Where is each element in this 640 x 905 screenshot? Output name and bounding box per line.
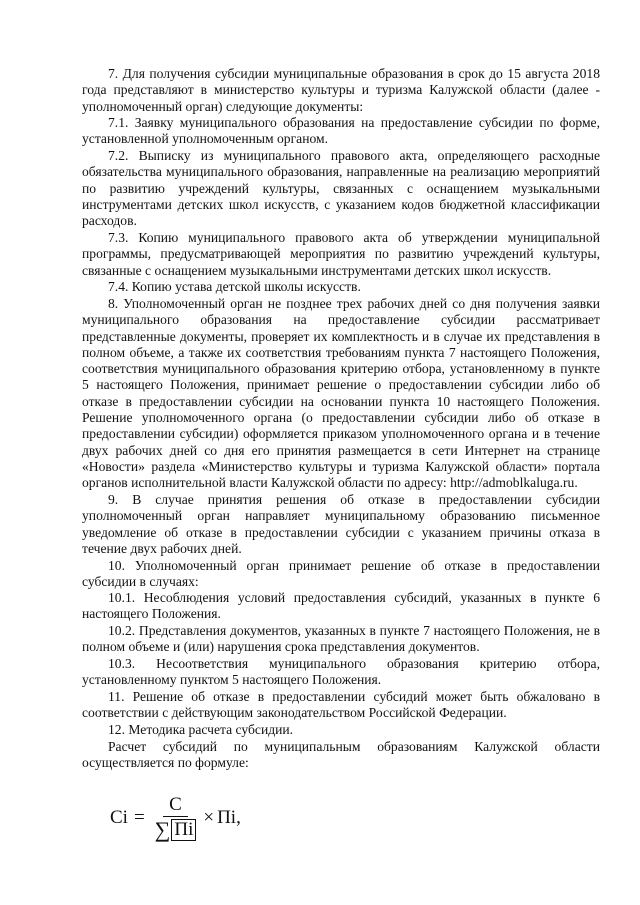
paragraph-7-2: 7.2. Выписку из муниципального правового акта, определяющего расходные обязательства муниципального образования, направленные на реализацию мероприятий по развитию учреждений культуры, связанных с оснащением музыкальными инструментами детских школ искусств, с указанием кодов бюджетной классификации расходов. (82, 148, 600, 229)
formula-lhs: Ci (110, 807, 128, 828)
paragraph-10: 10. Уполномоченный орган принимает решение об отказе в предоставлении субсидии в случаях: (82, 558, 600, 590)
formula-fraction (155, 795, 197, 841)
paragraph-7-1: 7.1. Заявку муниципального образования на предоставление субсидии по форме, установленной уполномоченным органом. (82, 115, 600, 147)
paragraph-12: 12. Методика расчета субсидии. (108, 722, 294, 737)
formula-equals: = (133, 807, 145, 828)
paragraph-formula-intro: Расчет субсидий по муниципальным образованиям Калужской области осуществляется по формуле: (82, 739, 600, 771)
paragraph-9: 9. В случае принятия решения об отказе в предоставлении субсидии уполномоченный орган направляет муниципальному образованию письменное уведомление об отказе в предоставлении субсидии с указанием причины отказа в течение двух рабочих дней. (82, 492, 600, 556)
paragraph-11: 11. Решение об отказе в предоставлении субсидий может быть обжаловано в соответствии с действующим законодательством Российской Федерации. (82, 689, 600, 721)
paragraph-10-1: 10.1. Несоблюдения условий предоставления субсидий, указанных в пункте 6 настоящего Положения. (82, 590, 600, 622)
formula-numerator: C (163, 795, 188, 817)
formula-denominator (155, 817, 197, 841)
paragraph-10-3: 10.3. Несоответствия муниципального образования критерию отбора, установленному пунктом 5 настоящего Положения. (82, 656, 600, 688)
formula-rhs: Пi, (217, 807, 241, 828)
formula-times: × (203, 807, 215, 828)
paragraph-10-2: 10.2. Представления документов, указанных в пункте 7 настоящего Положения, не в полном объеме и (или) нарушения срока представления документов. (82, 623, 600, 655)
paragraph-7-3: 7.3. Копию муниципального правового акта об утверждении муниципальной программы, предусматривающей мероприятия по развитию учреждений культуры, связанные с оснащением музыкальными инструментами детских школ искусств. (82, 230, 600, 278)
sum-symbol: ∑ (154, 817, 171, 842)
paragraph-7-4: 7.4. Копию устава детской школы искусств. (108, 279, 361, 294)
paragraph-7: 7. Для получения субсидии муниципальные образования в срок до 15 августа 2018 года представляют в министерство культуры и туризма Калужской области (далее - уполномоченный орган) следующие документы: (82, 66, 600, 114)
paragraph-8: 8. Уполномоченный орган не позднее трех рабочих дней со дня получения заявки муниципального образования на предоставление субсидии рассматривает представленные документы, проверяет их комплектность и в случае их представления в полном объеме, а также их соответствия требованиям пункта 7 настоящего Положения, соответствия муниципального образования критерию отбора, установленному в пункте 5 настоящего Положения, принимает решение о предоставлении субсидии либо об отказе в предоставлении субсидии на основании пункта 10 настоящего Положения. Решение уполномоченного органа (о предоставлении субсидии либо об отказе в предоставлении субсидии) оформляется приказом уполномоченного органа и в течение двух рабочих дней со дня его принятия размещается в сети Интернет на странице «Новости» раздела «Министерство культуры и туризма Калужской области» портала органов исполнительной власти Калужской области по адресу: http://admoblkaluga.ru. (82, 296, 600, 491)
formula-denominator-term: Пi (171, 819, 196, 841)
subsidy-formula (110, 795, 241, 841)
